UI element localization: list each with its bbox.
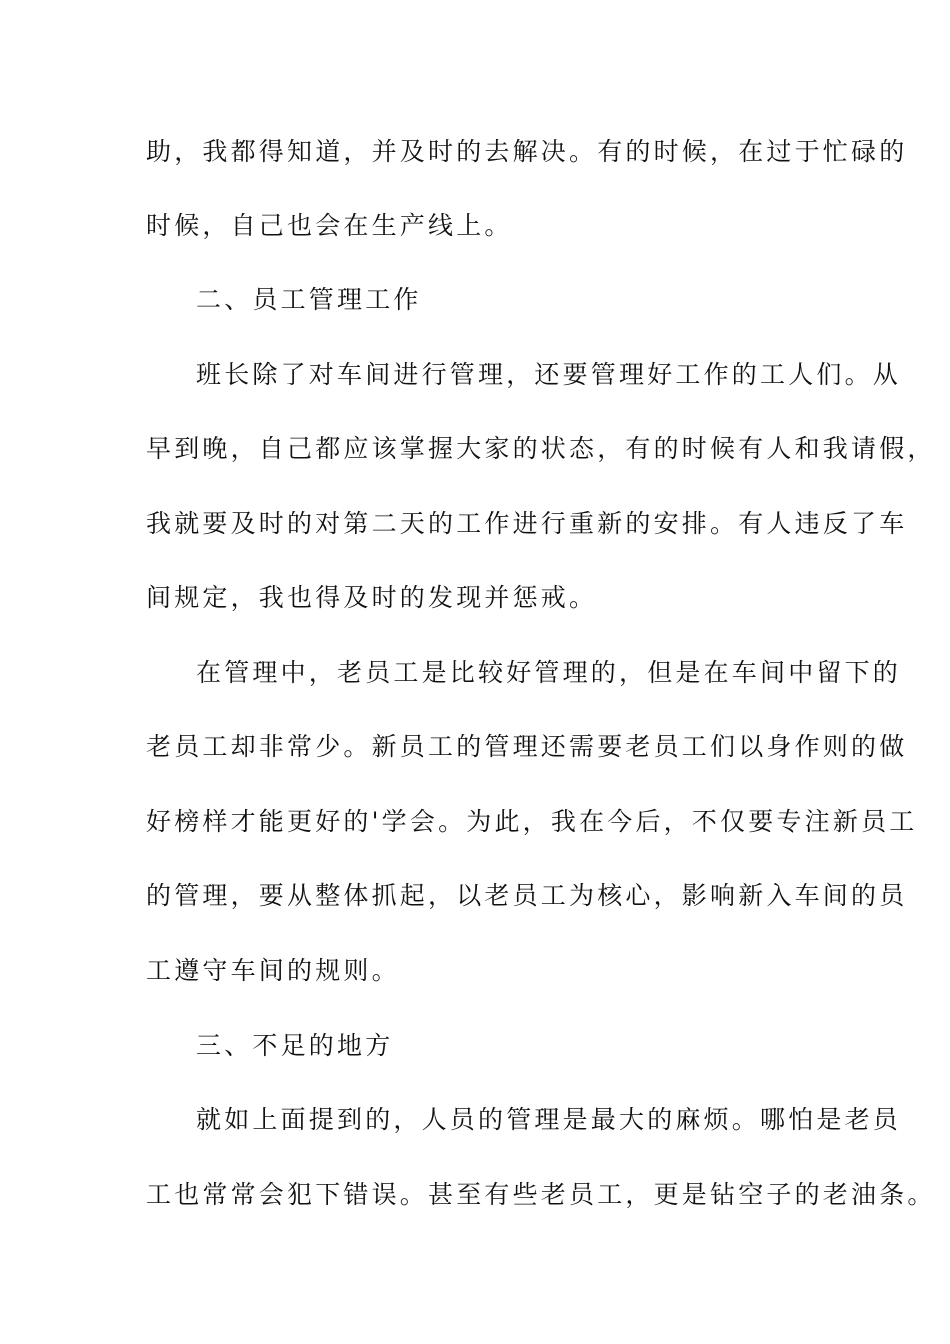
paragraph-line: 工遵守车间的规则。 <box>146 956 400 985</box>
paragraph-line: 班长除了对车间进行管理，还要管理好工作的工人们。从 <box>196 360 902 389</box>
paragraph-line: 间规定，我也得及时的发现并惩戒。 <box>146 583 598 612</box>
paragraph-line: 工也常常会犯下错误。甚至有些老员工，更是钻空子的老油条。 <box>146 1180 936 1209</box>
section-heading: 三、不足的地方 <box>196 1031 394 1060</box>
paragraph-line: 好榜样才能更好的'学会。为此，我在今后，不仅要专注新员工 <box>146 807 918 836</box>
paragraph-line: 时候，自己也会在生产线上。 <box>146 211 513 240</box>
paragraph-line: 助，我都得知道，并及时的去解决。有的时候，在过于忙碌的 <box>146 137 908 166</box>
paragraph-line: 就如上面提到的，人员的管理是最大的麻烦。哪怕是老员 <box>196 1105 902 1134</box>
paragraph-line: 老员工却非常少。新员工的管理还需要老员工们以身作则的做 <box>146 732 908 761</box>
paragraph-line: 我就要及时的对第二天的工作进行重新的安排。有人违反了车 <box>146 509 908 538</box>
paragraph-line: 早到晚，自己都应该掌握大家的状态，有的时候有人和我请假， <box>146 434 936 463</box>
paragraph-line: 在管理中，老员工是比较好管理的，但是在车间中留下的 <box>196 658 902 687</box>
paragraph-line: 的管理，要从整体抓起，以老员工为核心，影响新入车间的员 <box>146 881 908 910</box>
section-heading: 二、员工管理工作 <box>196 285 422 314</box>
